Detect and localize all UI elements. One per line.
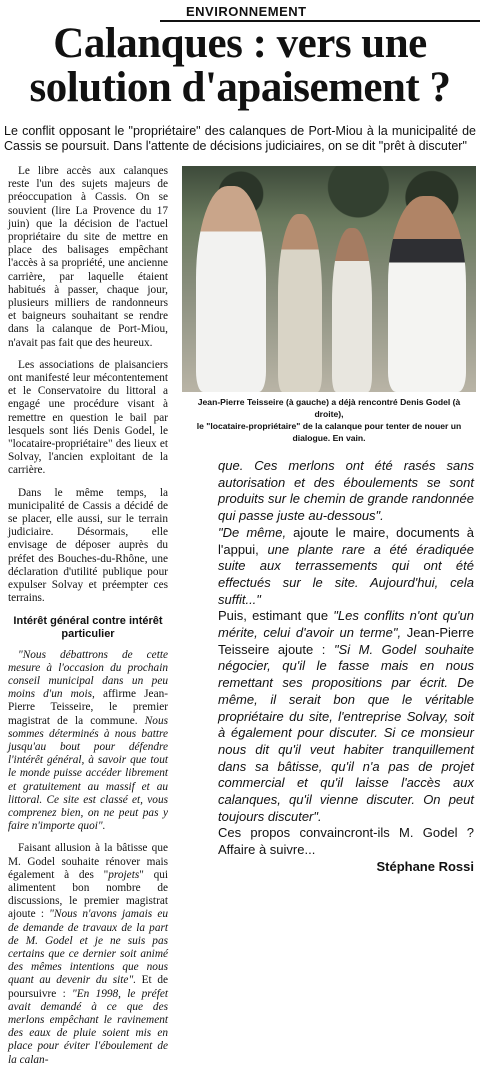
text-span: une plante rare a été éradiquée suite aux terrassements qui ont été effectués sur le site. Aujourd'hui, cela suffit..."	[218, 541, 474, 607]
quote-part: "Nous débattrons de cette mesure à l'occasion du prochain conseil municipal dans un peu moins d'un mois,	[8, 648, 168, 701]
headline-line-2: solution d'apaisement ?	[29, 64, 451, 111]
section-rubric: ENVIRONNEMENT	[160, 4, 480, 22]
headline-line-1: Calanques : vers une	[53, 20, 427, 67]
author-signature: Stéphane Rossi	[376, 858, 474, 874]
attribution: affirme Jean-Pierre Teisseire, le premier magistrat de la commune.	[8, 688, 168, 727]
paragraph-7: Ces propos convaincront-ils M. Godel ? Affaire à suivre...	[218, 825, 474, 858]
article-photo	[182, 166, 476, 392]
text-span: " qui alimentent bon nombre de discussions, le premier magistrat ajoute :	[8, 868, 169, 921]
text-span: Jean-Pierre Teisseire ajoute :	[218, 625, 474, 657]
caption-line-1: Jean-Pierre Teisseire (à gauche) a déjà rencontré Denis Godel (à droite),	[197, 397, 461, 419]
column-left	[8, 165, 168, 1076]
text-span: "Si M. Godel souhaite négocier, qu'il le fasse mais en nous remettant ses propositions par écrit. De même, il serait bon que le véritable propriétaire du site, l'entreprise Solvay, soit à également pour discuter. Si ce monsieur nous dit qu'il veut habiter tranquillement dans sa bâtisse, qu'il n'a pas de projet commercial et qu'il laisse l'accès aux calanques, qu'il vienne discuter. On peut toujours discuter".	[218, 641, 474, 824]
paragraph-3: Dans le même temps, la municipalité de Cassis a décidé de se placer, elle aussi, sur le terrain judiciaire. Désormais, elle envisage de déposer auprès du préfet des Bouches-du-Rhône, une déclaration d'utilité publique pour expulser Solvay et préempter ces terrains.	[8, 486, 168, 605]
caption-line-2: le "locataire-propriétaire" de la calanque pour tenter de nouer un dialogue. En vain.	[196, 421, 462, 443]
photo-person-back	[332, 228, 372, 392]
text-span: projets	[108, 868, 140, 881]
text-span: "De même,	[218, 524, 294, 540]
headline	[0, 22, 480, 110]
text-span: Puis, estimant que	[218, 608, 334, 624]
article-lead: Le conflit opposant le "propriétaire" des calanques de Port-Miou à la municipalité de Cassis se poursuit. Dans l'attente de décisions judiciaires, on se dit "prêt à discuter"	[4, 124, 476, 153]
paragraph-quote-continued: que. Ces merlons ont été rasés sans autorisation et des éboulements se sont produits sur le chemin de grande randonnée qui passe juste au-dessous".	[218, 458, 474, 524]
subheading: Intérêt général contre intérêt particulier	[13, 614, 163, 640]
paragraph-1: Le libre accès aux calanques reste l'un des sujets majeurs de préoccupation à Cassis. On se souvient (lire La Provence du 17 juin) que la décision de l'actuel propriétaire du site de mettre en place des balisages empêchant l'accès à sa propriété, une ancienne carrière, par laquelle étaient habitués à passer, chaque jour, plusieurs milliers de randonneurs et baigneurs souhaitant se rendre dans la calanque de Port-Miou, n'avait pas fait que des heureux.	[8, 165, 168, 349]
text-span: "Les conflits n'ont qu'un mérite, celui d'avoir un terme",	[218, 608, 474, 641]
paragraph-2: Les associations de plaisanciers ont manifesté leur mécontentement et le Conservatoire du littoral a engagé une procédure visant à remettre en question le bail par lesquels sont liés Denis Godel, le "locataire-propriétaire" des lieux et Solvay, l'ancien exploitant de la carrière.	[8, 358, 168, 477]
quote-part: Nous sommes déterminés à nous battre jusqu'au bout pour défendre l'intérêt général, à savoir que tout le monde puisse accéder librement et gratuitement au massif et au littoral. Ce site est classé et, vous comprenez bien, on ne peut pas y faire n'importe quoi".	[8, 714, 168, 833]
paragraph-quote	[8, 649, 168, 834]
paragraph-4	[8, 842, 168, 1066]
photo-person-middle	[278, 214, 322, 392]
paragraph-5	[218, 525, 474, 609]
paragraph-6	[218, 608, 474, 825]
text-span: "Nous n'avons jamais eu de demande de travaux de la part de M. Godel et je ne suis pas certains que ce dernier soit animé des mêmes intentions que nous quant au devenir du site".	[8, 908, 168, 987]
text-span: ajoute le maire, documents à l'appui,	[218, 524, 474, 557]
photo-person-right	[388, 196, 466, 392]
photo-person-left	[196, 186, 266, 392]
text-span: Faisant allusion à la bâtisse que M. Godel souhaite rénover mais également à des "	[8, 842, 168, 881]
column-right	[218, 458, 474, 876]
text-span: Et de poursuivre :	[8, 974, 168, 1000]
text-span: "En 1998, le préfet avait demandé à ce que des merlons empêchant le ravinement des eaux de pluie soient mis en place pour éviter l'éboulement de la calan-	[8, 987, 168, 1066]
photo-caption	[182, 396, 476, 444]
